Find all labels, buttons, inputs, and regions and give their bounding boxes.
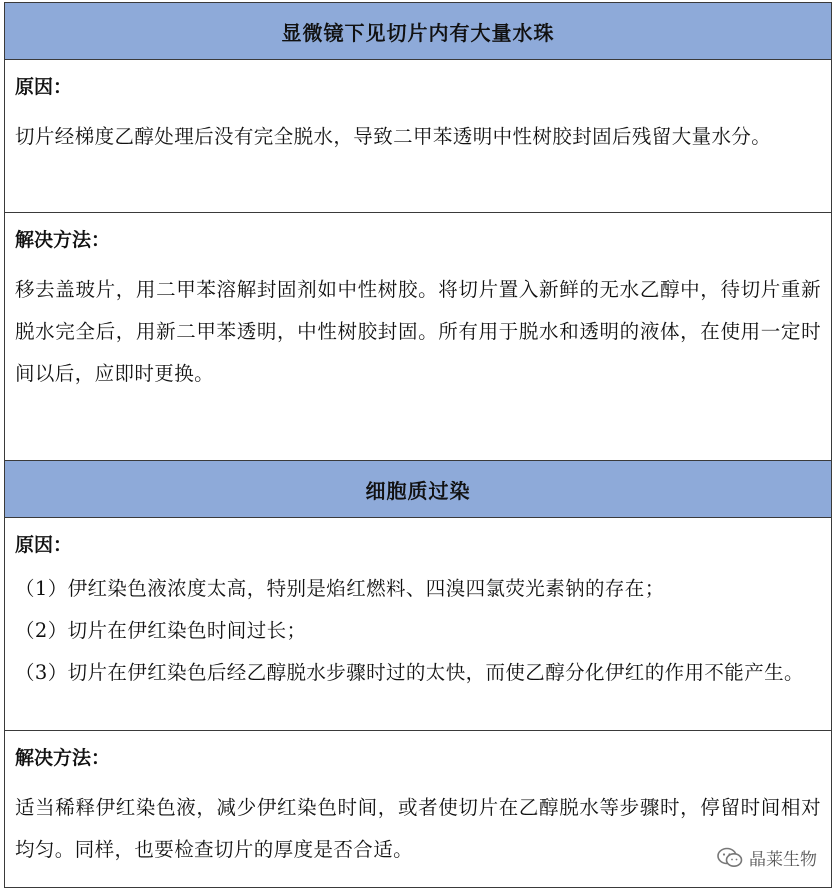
section2-solution-text: 适当稀释伊红染色液，减少伊红染色时间，或者使切片在乙醇脱水等步骤时，停留时间相对均匀。同样，也要检查切片的厚度是否合适。 bbox=[15, 796, 821, 861]
section2-cause-label: 原因： bbox=[15, 534, 73, 556]
section2-cause-item: （3）切片在伊红染色后经乙醇脱水步骤时过的太快，而使乙醇分化伊红的作用不能产生。 bbox=[15, 661, 804, 684]
section2-cause bbox=[5, 518, 831, 731]
section1-cause bbox=[5, 60, 831, 213]
section2-title: 细胞质过染 bbox=[365, 478, 471, 503]
section2-solution-label: 解决方法： bbox=[15, 747, 111, 769]
section2-solution bbox=[5, 731, 831, 887]
section1-solution bbox=[5, 213, 831, 461]
section1-title: 显微镜下见切片内有大量水珠 bbox=[281, 20, 555, 45]
section1-solution-label: 解决方法： bbox=[15, 229, 111, 251]
watermark-text: 晶莱生物 bbox=[749, 850, 817, 870]
wechat-icon bbox=[717, 847, 743, 869]
section2-cause-item: （1）伊红染色液浓度太高，特别是焰红燃料、四溴四氯荧光素钠的存在； bbox=[15, 577, 665, 600]
section1-cause-label: 原因： bbox=[15, 76, 73, 98]
content-table bbox=[4, 2, 832, 888]
section1-header bbox=[5, 3, 831, 60]
section1-cause-text: 切片经梯度乙醇处理后没有完全脱水，导致二甲苯透明中性树胶封固后残留大量水分。 bbox=[15, 125, 772, 148]
section1-solution-text: 移去盖玻片，用二甲苯溶解封固剂如中性树胶。将切片置入新鲜的无水乙醇中，待切片重新脱水完全后，用新二甲苯透明，中性树胶封固。所有用于脱水和透明的液体，在使用一定时间以后，应即时更换。 bbox=[15, 278, 821, 385]
section2-header bbox=[5, 461, 831, 518]
section2-cause-item: （2）切片在伊红染色时间过长； bbox=[15, 619, 307, 642]
watermark bbox=[717, 845, 817, 870]
